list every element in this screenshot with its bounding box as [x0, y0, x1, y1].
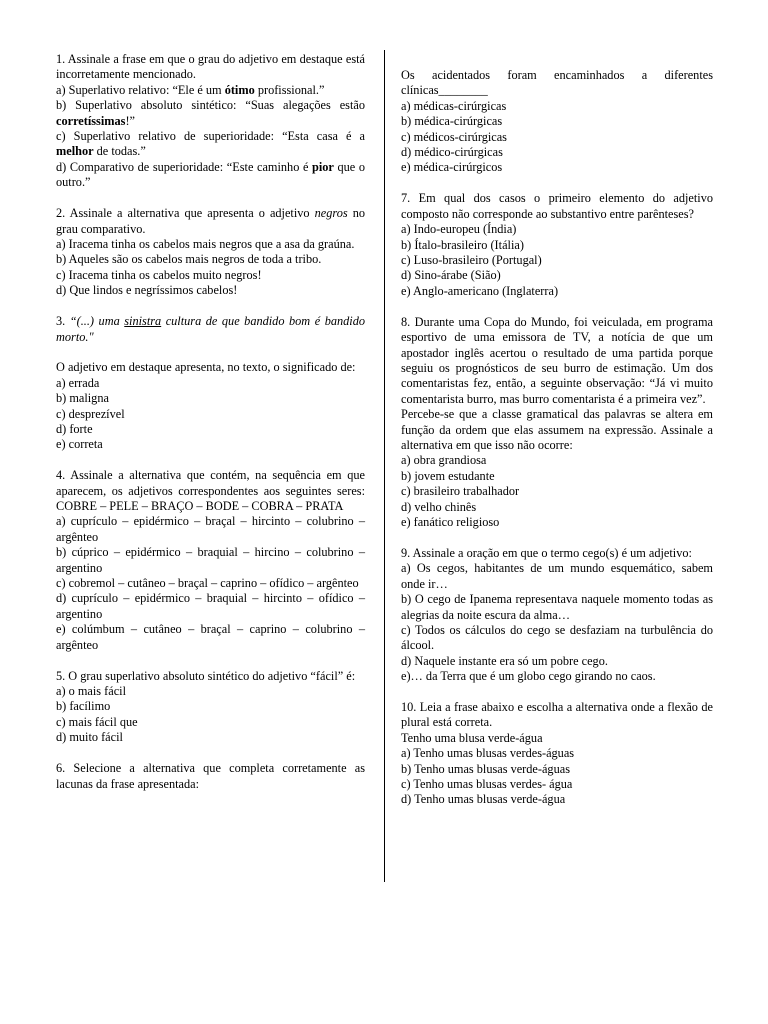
question-8-option: d) velho chinês [401, 499, 477, 514]
question-5 [56, 669, 365, 746]
question-2-stem: 2. Assinale a alternativa que apresenta o adjetivo negros no grau comparativo. [56, 206, 365, 236]
question-4 [56, 468, 365, 653]
question-10-option: d) Tenho umas blusas verde-água [401, 792, 566, 807]
question-7-option: c) Luso-brasileiro (Portugal) [401, 252, 542, 267]
question-10-option: a) Tenho umas blusas verdes-águas [401, 746, 575, 761]
question-10 [401, 700, 713, 808]
question-4-option-e: e) colúmbum – cutâneo – braçal – caprino – colubrino – argênteo [56, 622, 365, 652]
question-9-stem: 9. Assinale a oração em que o termo cego(s) é um adjetivo: [401, 545, 692, 560]
question-5-option: b) facílimo [56, 699, 111, 714]
question-7 [401, 191, 713, 299]
question-1 [56, 52, 365, 191]
question-2 [56, 206, 365, 298]
question-7-option: d) Sino-árabe (Sião) [401, 268, 501, 283]
question-4-option-c: c) cobremol – cutâneo – braçal – caprino – ofídico – argênteo [56, 576, 359, 591]
question-7-option: e) Anglo-americano (Inglaterra) [401, 283, 559, 298]
question-6-sentence: Os acidentados foram encaminhados a diferentes clínicas________ [401, 68, 713, 98]
question-5-option: a) o mais fácil [56, 684, 126, 699]
question-6-continued [401, 68, 713, 176]
question-10-option: b) Tenho umas blusas verde-águas [401, 761, 570, 776]
question-9-option-d: d) Naquele instante era só um pobre cego. [401, 653, 608, 668]
question-6-option: c) médicos-cirúrgicas [401, 129, 507, 144]
question-4-option-b: b) cúprico – epidérmico – braquial – hircino – colubrino – argentino [56, 545, 365, 575]
question-2-option-a: a) Iracema tinha os cabelos mais negros que a asa da graúna. [56, 236, 355, 251]
question-9-option-e: e)… da Terra que é um globo cego girando no caos. [401, 669, 656, 684]
question-2-option-b: b) Aqueles são os cabelos mais negros de toda a tribo. [56, 252, 322, 267]
question-6-option: b) médica-cirúrgicas [401, 114, 503, 129]
column-divider [384, 50, 385, 882]
question-4-stem: 4. Assinale a alternativa que contém, na sequência em que aparecem, os adjetivos correspondentes aos seguintes seres: COBRE – PELE – BRAÇO – BODE – COBRA – PRATA [56, 468, 365, 514]
question-1-option-c: c) Superlativo relativo de superioridade: “Esta casa é a melhor de todas.” [56, 129, 365, 159]
question-2-option-c: c) Iracema tinha os cabelos muito negros! [56, 267, 262, 282]
question-8-stem: 8. Durante uma Copa do Mundo, foi veiculada, em programa esportivo de uma emissora de TV, a notícia de que um apostador inglês acertou o resultado de uma partida porque seguiu os prognósticos de seu burro de estimação. Um dos comentaristas fez, então, a seguinte observação: “Já vi muito comentarista burro, mas burro comentarista é a primeira vez”. [401, 314, 713, 406]
question-8-option: c) brasileiro trabalhador [401, 484, 520, 499]
question-8-option: a) obra grandiosa [401, 453, 487, 468]
question-1-option-a: a) Superlativo relativo: “Ele é um ótimo profissional.” [56, 82, 325, 97]
question-9 [401, 546, 713, 685]
right-column [401, 68, 713, 823]
question-7-option: b) Ítalo-brasileiro (Itália) [401, 237, 524, 252]
question-6-stem: 6. Selecione a alternativa que completa corretamente as lacunas da frase apresentada: [56, 761, 365, 791]
question-8 [401, 315, 713, 531]
question-6-option: e) médica-cirúrgicos [401, 160, 503, 175]
question-9-option-b: b) O cego de Ipanema representava naquele momento todas as alegrias da noite escura da alma… [401, 592, 713, 622]
question-4-option-d: d) cuprículo – epidérmico – braquial – hircinto – ofídico – argentino [56, 591, 365, 621]
question-3-option: a) errada [56, 375, 100, 390]
question-1-stem: 1. Assinale a frase em que o grau do adjetivo em destaque está incorretamente mencionado. [56, 52, 365, 82]
question-2-option-d: d) Que lindos e negríssimos cabelos! [56, 283, 238, 298]
question-8-stem-2: Percebe-se que a classe gramatical das palavras se altera em função da ordem que elas assumem na expressão. Assinale a alternativa em que isso não ocorre: [401, 407, 713, 452]
left-column [56, 52, 365, 807]
question-3-stem: O adjetivo em destaque apresenta, no texto, o significado de: [56, 360, 356, 375]
question-3-option: b) maligna [56, 391, 109, 406]
question-8-option: b) jovem estudante [401, 468, 495, 483]
question-10-sentence: Tenho uma blusa verde-água [401, 730, 543, 745]
question-6-option: a) médicas-cirúrgicas [401, 98, 507, 113]
question-9-option-c: c) Todos os cálculos do cego se desfaziam na turbulência do álcool. [401, 622, 713, 653]
question-3-option: d) forte [56, 421, 93, 436]
question-10-option: c) Tenho umas blusas verdes- água [401, 777, 573, 792]
question-5-stem: 5. O grau superlativo absoluto sintético do adjetivo “fácil” é: [56, 668, 356, 683]
question-3-quote: 3. “(...) uma sinistra cultura de que bandido bom é bandido morto." [56, 314, 366, 344]
question-8-option: e) fanático religioso [401, 514, 500, 529]
question-5-option: c) mais fácil que [56, 714, 138, 729]
question-3-option: c) desprezível [56, 406, 125, 421]
question-3-option: e) correta [56, 437, 103, 452]
question-10-stem: 10. Leia a frase abaixo e escolha a alternativa onde a flexão de plural está correta. [401, 700, 713, 730]
question-6-option: d) médico-cirúrgicas [401, 145, 503, 160]
question-1-option-d: d) Comparativo de superioridade: “Este caminho é pior que o outro.” [56, 159, 365, 190]
question-4-option-a: a) cuprículo – epidérmico – braçal – hircinto – colubrino – argênteo [56, 514, 365, 544]
question-7-stem: 7. Em qual dos casos o primeiro elemento do adjetivo composto não corresponde ao substantivo entre parênteses? [401, 191, 713, 221]
question-6-stem-block [56, 761, 365, 792]
question-7-option: a) Indo-europeu (Índia) [401, 222, 517, 237]
question-9-option-a: a) Os cegos, habitantes de um mundo esquemático, sabem onde ir… [401, 561, 713, 591]
question-1-option-b: b) Superlativo absoluto sintético: “Suas alegações estão corretíssimas!” [56, 98, 365, 128]
question-5-option: d) muito fácil [56, 730, 123, 745]
question-3 [56, 314, 365, 453]
